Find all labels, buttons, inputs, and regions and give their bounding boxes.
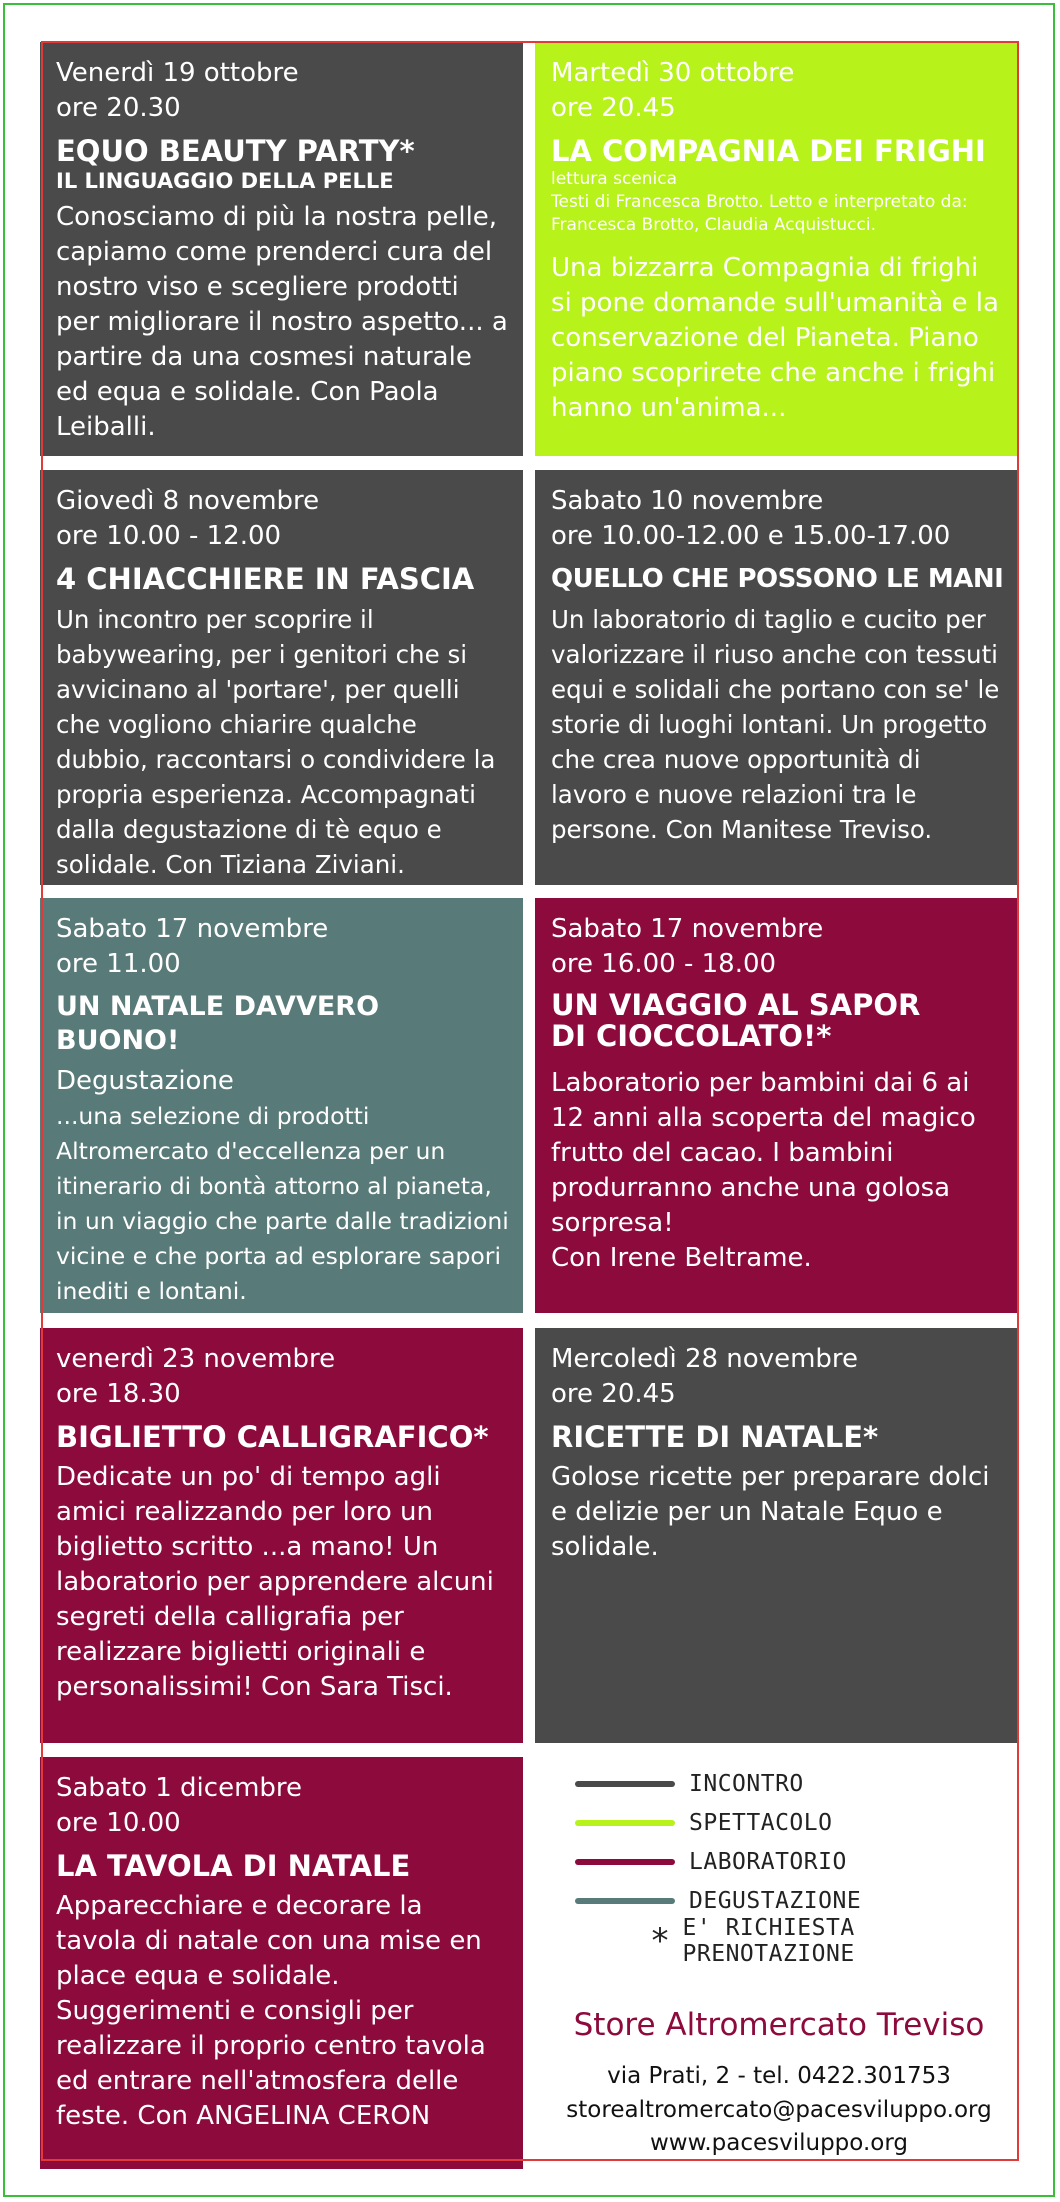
event-card-ricette-di-natale: [535, 1328, 1018, 1743]
event-date: venerdì 23 novembre: [56, 1344, 336, 1374]
event-title: EQUO BEAUTY PARTY*: [56, 134, 415, 168]
event-description: Una bizzarra Compagnia di frighi si pone domande sull'umanità e la conservazione del Pianeta. Piano piano scoprirete che anche i frighi hanno un'anima...: [551, 253, 999, 423]
legend-swatch-laboratorio: [575, 1859, 675, 1865]
legend-label: DEGUSTAZIONE: [689, 1888, 862, 1914]
event-card-quello-che-possono-le-mani: [535, 470, 1018, 885]
legend-item-spettacolo: [575, 1804, 832, 1842]
event-card-viaggio-al-sapor-di-cioccolato: [535, 898, 1018, 1313]
event-description: ...una selezione di prodotti Altromercato d'eccellenza per un itinerario di bontà attorno al pianeta, in un viaggio che parte dalle tradizioni vicine e che porta ad esplorare sapori inediti e lontani.: [56, 1102, 509, 1305]
event-date: Sabato 17 novembre: [551, 914, 824, 944]
event-subtitle: IL LINGUAGGIO DELLA PELLE: [56, 169, 394, 193]
event-card-equo-beauty-party: [40, 42, 523, 456]
legend-item-laboratorio: [575, 1843, 847, 1881]
event-card-biglietto-calligrafico: [40, 1328, 523, 1743]
event-date: Sabato 1 dicembre: [56, 1773, 303, 1803]
legend-label: SPETTACOLO: [689, 1810, 833, 1836]
event-title: 4 CHIACCHIERE IN FASCIA: [56, 562, 475, 596]
event-description: Un incontro per scoprire il babywearing, per i genitori che si avvicinano al 'portare', per quelli che vogliono chiarire qualche dubbio, raccontarsi o condividere la propria esperienza. Accompagnati dalla degustazione di tè equo e solidale. Con Tiziana Ziviani.: [56, 605, 496, 879]
event-time: ore 10.00 - 12.00: [56, 521, 282, 551]
event-title: BIGLIETTO CALLIGRAFICO*: [56, 1420, 489, 1454]
event-date: Martedì 30 ottobre: [551, 58, 795, 88]
event-title: QUELLO CHE POSSONO LE MANI: [551, 564, 1004, 594]
event-title: LA TAVOLA DI NATALE: [56, 1849, 411, 1883]
legend: [540, 1760, 1018, 2160]
event-date: Venerdì 19 ottobre: [56, 58, 299, 88]
store-email: storealtromercato@pacesviluppo.org: [566, 2097, 992, 2123]
event-card-compagnia-dei-frighi: [535, 42, 1018, 456]
event-time: ore 18.30: [56, 1379, 181, 1409]
store-website: www.pacesviluppo.org: [650, 2130, 908, 2156]
event-time: ore 20.45: [551, 93, 676, 123]
event-date: Sabato 10 novembre: [551, 486, 824, 516]
event-time: ore 16.00 - 18.00: [551, 949, 777, 979]
asterisk-icon: *: [651, 1921, 669, 1961]
event-credits: Testi di Francesca Brotto. Letto e interpretato da: Francesca Brotto, Claudia Acquistucci.: [551, 192, 968, 235]
event-description: Dedicate un po' di tempo agli amici realizzando per loro un biglietto scritto ...a mano! Un laboratorio per apprendere alcuni segreti della calligrafia per realizzare biglietti originali e personalissimi! Con Sara Tisci.: [56, 1462, 494, 1702]
legend-swatch-incontro: [575, 1781, 675, 1787]
legend-label: LABORATORIO: [689, 1849, 847, 1875]
legend-swatch-degustazione: [575, 1898, 675, 1904]
event-description: Un laboratorio di taglio e cucito per valorizzare il riuso anche con tessuti equi e solidali che portano con se' le storie di luoghi lontani. Un progetto che crea nuove opportunità di lavoro e nuove relazioni tra le persone. Con Manitese Treviso.: [551, 605, 1000, 844]
event-date: Giovedì 8 novembre: [56, 486, 320, 516]
event-title: RICETTE DI NATALE*: [551, 1420, 879, 1454]
event-card-chiacchiere-in-fascia: [40, 470, 523, 885]
event-time: ore 11.00: [56, 949, 181, 979]
legend-item-incontro: [575, 1765, 804, 1803]
event-description: Conosciamo di più la nostra pelle, capiamo come prenderci cura del nostro viso e scegliere prodotti per migliorare il nostro aspetto... a partire da una cosmesi naturale ed equa e solidale. Con Paola Leiballi.: [56, 202, 508, 442]
event-description: Laboratorio per bambini dai 6 ai 12 anni alla scoperta del magico frutto del cacao. I bambini produrranno anche una golosa sorpresa!: [551, 1068, 976, 1238]
event-time: ore 10.00-12.00 e 15.00-17.00: [551, 521, 951, 551]
event-time: ore 20.45: [551, 1379, 676, 1409]
event-note: lettura scenica: [551, 169, 678, 189]
event-card-natale-davvero-buono: [40, 898, 523, 1313]
event-description: Apparecchiare e decorare la tavola di natale con una mise en place equa e solidale. Suggerimenti e consigli per realizzare il proprio centro tavola ed entrare nell'atmosfera delle feste. Con ANGELINA CERON: [56, 1891, 486, 2131]
legend-swatch-spettacolo: [575, 1820, 675, 1826]
event-category-note: Degustazione: [56, 1066, 234, 1096]
event-description: Golose ricette per preparare dolci e delizie per un Natale Equo e solidale.: [551, 1462, 990, 1562]
event-time: ore 20.30: [56, 93, 181, 123]
legend-label: INCONTRO: [689, 1771, 804, 1797]
store-address: via Prati, 2 - tel. 0422.301753: [607, 2063, 951, 2089]
event-title: UN NATALE DAVVERO BUONO!: [56, 991, 380, 1056]
legend-item-prenotazione: [575, 1915, 1018, 1967]
legend-label: E' RICHIESTA PRENOTAZIONE: [682, 1915, 855, 1967]
event-date: Sabato 17 novembre: [56, 914, 329, 944]
event-time: ore 10.00: [56, 1808, 181, 1838]
store-name: Store Altromercato Treviso: [573, 2007, 985, 2043]
event-card-tavola-di-natale: [40, 1757, 523, 2169]
event-title: LA COMPAGNIA DEI FRIGHI: [551, 134, 986, 168]
event-host: Con Irene Beltrame.: [551, 1243, 812, 1273]
event-title: UN VIAGGIO AL SAPOR DI CIOCCOLATO!*: [551, 988, 921, 1053]
event-date: Mercoledì 28 novembre: [551, 1344, 859, 1374]
